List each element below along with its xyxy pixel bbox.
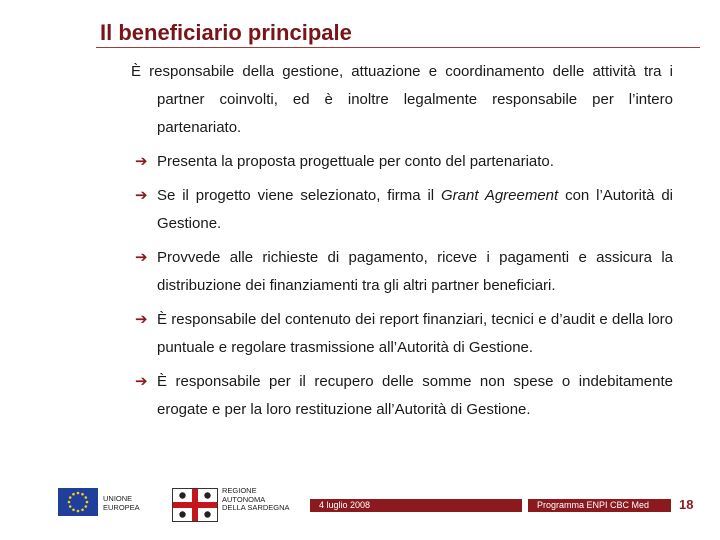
arrow-right-icon: ➔ <box>135 373 148 390</box>
arrow-right-icon: ➔ <box>135 311 148 328</box>
slide-body <box>131 58 673 424</box>
date-label: 4 luglio 2008 <box>310 499 522 512</box>
bullet-item <box>131 148 673 176</box>
bullet-item <box>131 182 673 238</box>
bullet-text-emphasis: Grant Agreement <box>441 187 559 204</box>
region-label: REGIONE AUTONOMA DELLA SARDEGNA <box>222 486 290 512</box>
bullet-text: È responsabile per il recupero delle somme non spese o indebitamente erogate e per la loro restituzione all’Autorità di Gestione. <box>157 373 673 418</box>
bullet-text: Provvede alle richieste di pagamento, riceve i pagamenti e assicura la distribuzione dei finanziamenti tra gli altri partner beneficiari. <box>157 249 673 294</box>
bullet-item <box>131 368 673 424</box>
sardinia-crest-icon <box>172 488 218 522</box>
bullet-text-after: con l’Autorità di Gestione. <box>157 187 674 232</box>
page-title: Il beneficiario principale <box>100 20 352 45</box>
programme-label: Programma ENPI CBC Med <box>528 499 671 512</box>
bullet-item <box>131 306 673 362</box>
eu-flag-icon <box>58 488 98 516</box>
intro-paragraph: È responsabile della gestione, attuazione e coordinamento delle attività tra i partner coinvolti, ed è inoltre legalmente responsabile per l’intero partenariato. <box>131 63 673 136</box>
arrow-right-icon: ➔ <box>135 153 148 170</box>
eu-label: UNIONE EUROPEA <box>103 494 140 512</box>
title-divider <box>96 47 700 48</box>
bullet-item <box>131 244 673 300</box>
arrow-right-icon: ➔ <box>135 187 148 204</box>
bullet-text-before: Se il progetto viene selezionato, firma il <box>157 187 441 204</box>
page-number: 18 <box>679 497 694 512</box>
bullet-text: È responsabile del contenuto dei report finanziari, tecnici e d’audit e della loro puntuale e regolare trasmissione all’Autorità di Gestione. <box>157 311 673 356</box>
bullet-text: Presenta la proposta progettuale per conto del partenariato. <box>157 153 554 170</box>
footer <box>0 482 720 540</box>
arrow-right-icon: ➔ <box>135 249 148 266</box>
